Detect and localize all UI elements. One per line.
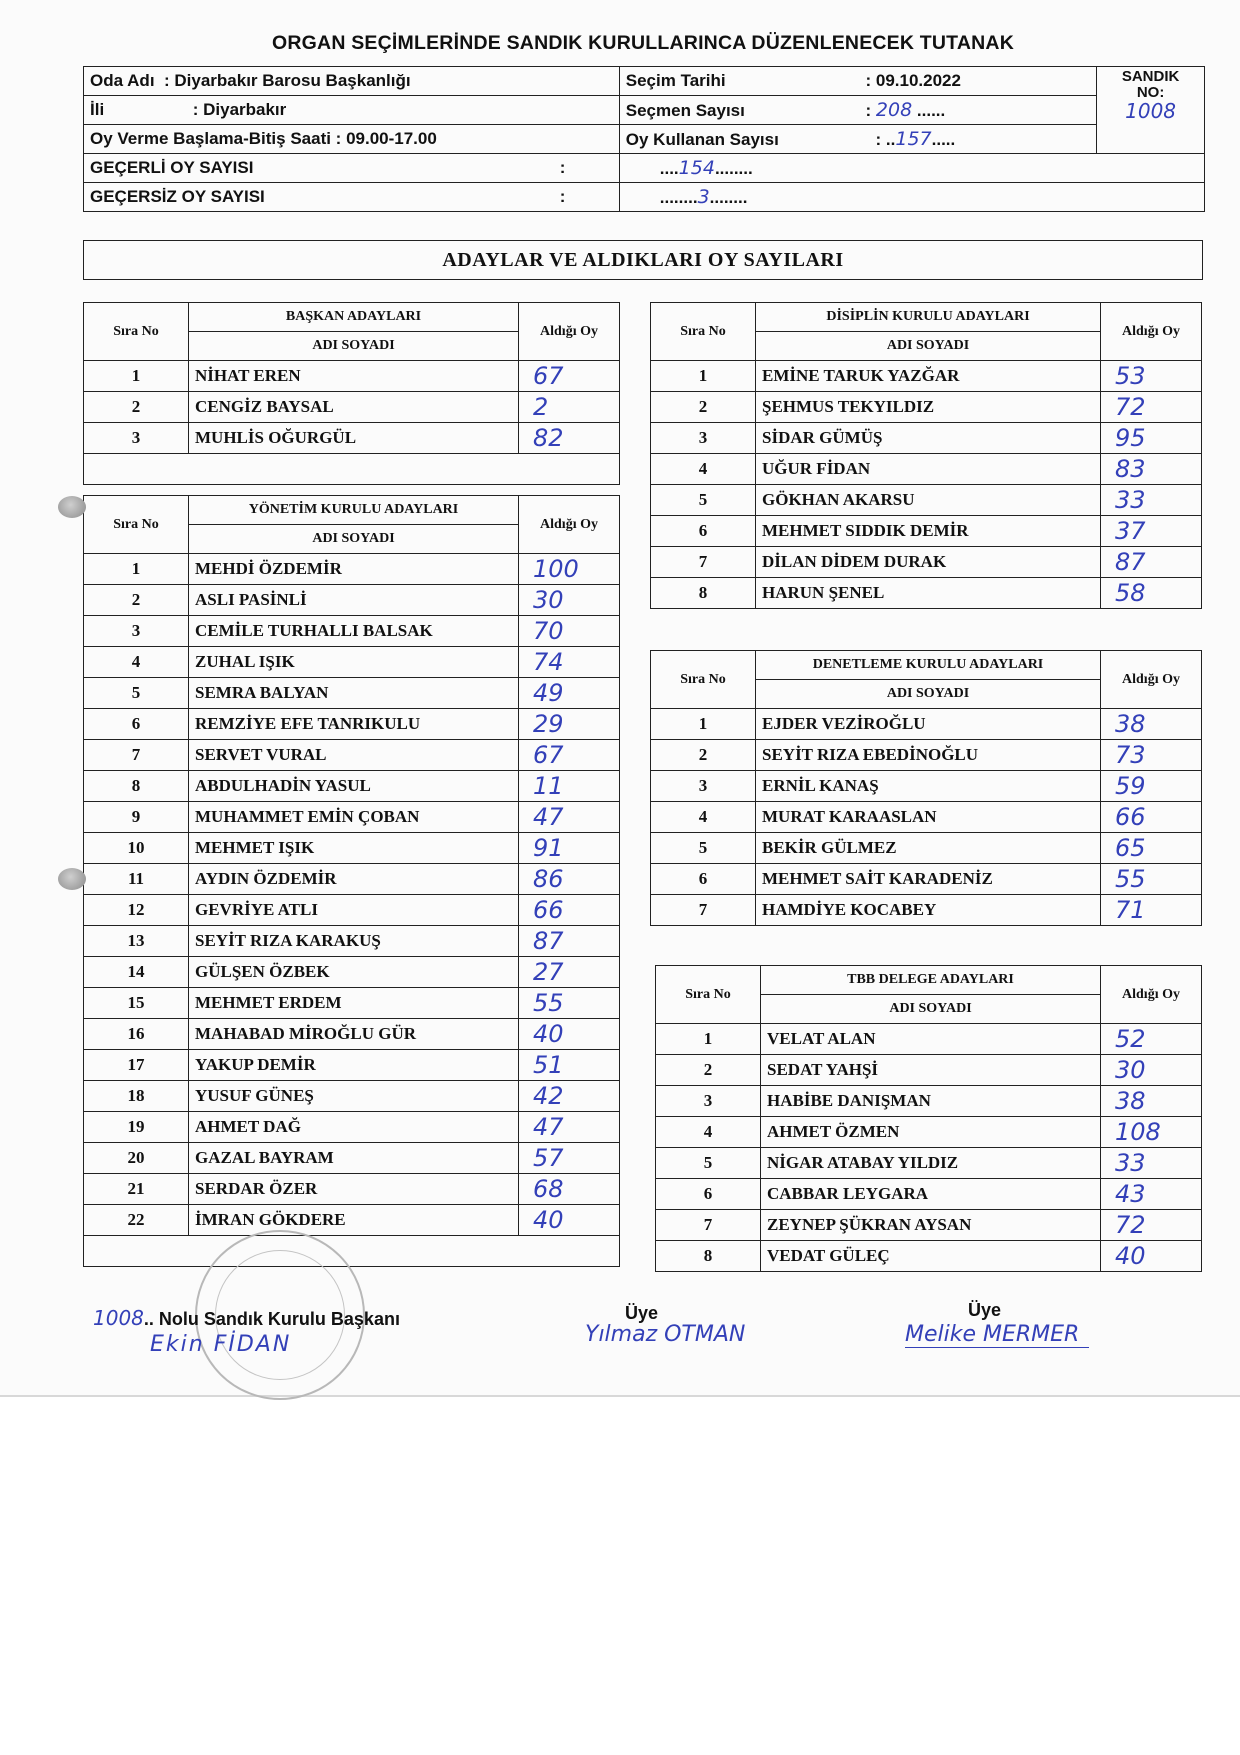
candidate-number: 13	[84, 926, 189, 957]
blank-row	[84, 454, 620, 485]
candidate-row	[84, 1112, 620, 1143]
candidate-row	[84, 361, 620, 392]
candidate-number: 3	[651, 771, 756, 802]
candidate-number: 18	[84, 1081, 189, 1112]
candidate-name: ASLI PASİNLİ	[189, 585, 519, 616]
candidate-number: 5	[84, 678, 189, 709]
candidate-votes: 30	[1101, 1055, 1202, 1086]
kullanan-dots-left: ..	[885, 130, 896, 149]
candidate-votes: 66	[519, 895, 620, 926]
candidate-votes: 87	[1101, 547, 1202, 578]
candidate-number: 7	[84, 740, 189, 771]
col-name: ADI SOYADI	[189, 525, 519, 554]
yonetim-table	[83, 495, 620, 1267]
punch-hole-bottom	[58, 868, 86, 890]
col-group-title: YÖNETİM KURULU ADAYLARI	[189, 496, 519, 525]
candidate-name: MEHMET SAİT KARADENİZ	[756, 864, 1101, 895]
chair-label-block	[93, 1306, 400, 1330]
candidate-votes: 86	[519, 864, 620, 895]
kullanan-value: 157	[895, 128, 932, 150]
candidate-name: MEHMET ERDEM	[189, 988, 519, 1019]
candidate-votes: 65	[1101, 833, 1202, 864]
candidate-name: ERNİL KANAŞ	[756, 771, 1101, 802]
candidate-votes: 55	[519, 988, 620, 1019]
candidate-number: 1	[651, 361, 756, 392]
candidate-votes: 58	[1101, 578, 1202, 609]
candidate-number: 6	[84, 709, 189, 740]
secim-tarihi-value: : 09.10.2022	[865, 71, 961, 90]
candidate-row	[84, 1081, 620, 1112]
candidate-votes: 70	[519, 616, 620, 647]
candidate-votes: 33	[1101, 1148, 1202, 1179]
candidate-votes: 100	[519, 554, 620, 585]
candidate-votes: 66	[1101, 802, 1202, 833]
candidate-name: SERVET VURAL	[189, 740, 519, 771]
col-group-title: DENETLEME KURULU ADAYLARI	[756, 651, 1101, 680]
chair-label: .. Nolu Sandık Kurulu Başkanı	[143, 1309, 400, 1329]
secmen-value: 208	[875, 99, 913, 121]
col-oy: Aldığı Oy	[519, 496, 620, 554]
candidate-name: AYDIN ÖZDEMİR	[189, 864, 519, 895]
candidate-row	[656, 1179, 1202, 1210]
candidate-row	[84, 771, 620, 802]
ili-label: İli	[90, 100, 105, 119]
gecerli-value: 154	[678, 157, 715, 179]
blank-cell	[84, 454, 620, 485]
candidate-row	[84, 423, 620, 454]
candidate-votes: 43	[1101, 1179, 1202, 1210]
candidate-votes: 42	[519, 1081, 620, 1112]
candidate-number: 2	[84, 585, 189, 616]
candidate-row	[84, 554, 620, 585]
candidate-number: 7	[651, 547, 756, 578]
member1-label: Üye	[625, 1303, 659, 1323]
candidate-name: MUHLİS OĞURGÜL	[189, 423, 519, 454]
candidate-number: 7	[651, 895, 756, 926]
kullanan-dots-right: .....	[931, 130, 956, 149]
candidate-row	[84, 957, 620, 988]
candidate-votes: 40	[519, 1019, 620, 1050]
chair-number: 1008	[93, 1306, 144, 1330]
candidate-number: 1	[84, 361, 189, 392]
ili-value: : Diyarbakır	[192, 100, 287, 119]
candidate-votes: 53	[1101, 361, 1202, 392]
candidate-row	[84, 1174, 620, 1205]
candidate-number: 3	[84, 423, 189, 454]
candidate-row	[656, 1117, 1202, 1148]
candidate-votes: 72	[1101, 1210, 1202, 1241]
candidate-name: VEDAT GÜLEÇ	[761, 1241, 1101, 1272]
col-name: ADI SOYADI	[756, 680, 1101, 709]
candidate-votes: 38	[1101, 709, 1202, 740]
chair-signature: Ekin FİDAN	[150, 1332, 292, 1357]
candidate-number: 4	[651, 454, 756, 485]
candidate-row	[651, 516, 1202, 547]
member2-signature: Melike MERMER	[905, 1322, 1089, 1348]
kullanan-cell	[619, 125, 1096, 154]
col-oy: Aldığı Oy	[1101, 966, 1202, 1024]
candidate-row	[651, 361, 1202, 392]
member1-signature: Yılmaz OTMAN	[585, 1322, 746, 1347]
candidate-number: 21	[84, 1174, 189, 1205]
sandik-no-label: NO:	[1136, 84, 1165, 101]
gecerli-cell	[84, 154, 620, 183]
candidate-row	[656, 1055, 1202, 1086]
candidate-votes: 30	[519, 585, 620, 616]
candidate-number: 11	[84, 864, 189, 895]
candidate-number: 10	[84, 833, 189, 864]
candidate-row	[656, 1148, 1202, 1179]
candidate-row	[651, 454, 1202, 485]
candidate-number: 12	[84, 895, 189, 926]
candidate-row	[84, 392, 620, 423]
candidate-votes: 33	[1101, 485, 1202, 516]
punch-hole-top	[58, 496, 86, 518]
col-sira: Sıra No	[656, 966, 761, 1024]
candidate-row	[656, 1086, 1202, 1117]
candidate-votes: 51	[519, 1050, 620, 1081]
candidate-name: GÖKHAN AKARSU	[756, 485, 1101, 516]
candidate-votes: 29	[519, 709, 620, 740]
kullanan-label: Oy Kullanan Sayısı	[625, 130, 779, 149]
candidate-row	[84, 988, 620, 1019]
candidate-name: YAKUP DEMİR	[189, 1050, 519, 1081]
document-title: ORGAN SEÇİMLERİNDE SANDIK KURULLARINCA DÜZENLENECEK TUTANAK	[272, 32, 1014, 54]
candidate-name: MEHMET IŞIK	[189, 833, 519, 864]
candidate-row	[84, 585, 620, 616]
candidate-name: CEMİLE TURHALLI BALSAK	[189, 616, 519, 647]
candidate-number: 14	[84, 957, 189, 988]
col-sira: Sıra No	[84, 303, 189, 361]
candidate-row	[84, 1050, 620, 1081]
candidate-name: AHMET DAĞ	[189, 1112, 519, 1143]
candidate-number: 5	[651, 833, 756, 864]
candidate-votes: 73	[1101, 740, 1202, 771]
candidate-number: 2	[651, 740, 756, 771]
secim-tarihi-cell	[619, 67, 1096, 96]
denetleme-table	[650, 650, 1202, 926]
candidate-name: SEYİT RIZA KARAKUŞ	[189, 926, 519, 957]
candidate-number: 6	[651, 516, 756, 547]
candidate-number: 6	[651, 864, 756, 895]
candidate-votes: 67	[519, 361, 620, 392]
candidate-number: 5	[651, 485, 756, 516]
candidate-name: BEKİR GÜLMEZ	[756, 833, 1101, 864]
sandik-cell	[1097, 67, 1205, 154]
candidate-number: 3	[656, 1086, 761, 1117]
ili-cell	[84, 96, 620, 125]
col-group-title: DİSİPLİN KURULU ADAYLARI	[756, 303, 1101, 332]
candidate-name: MAHABAD MİROĞLU GÜR	[189, 1019, 519, 1050]
candidate-row	[84, 802, 620, 833]
candidate-name: DİLAN DİDEM DURAK	[756, 547, 1101, 578]
candidate-name: AHMET ÖZMEN	[761, 1117, 1101, 1148]
candidate-number: 15	[84, 988, 189, 1019]
candidate-number: 22	[84, 1205, 189, 1236]
gecerli-dots-right: ........	[714, 159, 753, 178]
candidate-name: EMİNE TARUK YAZĞAR	[756, 361, 1101, 392]
candidate-votes: 108	[1101, 1117, 1202, 1148]
candidate-row	[84, 1019, 620, 1050]
member2-label: Üye	[968, 1300, 1002, 1320]
gecersiz-colon: :	[559, 187, 566, 206]
candidate-votes: 83	[1101, 454, 1202, 485]
col-oy: Aldığı Oy	[1101, 651, 1202, 709]
candidate-name: ABDULHADİN YASUL	[189, 771, 519, 802]
secmen-label: Seçmen Sayısı	[625, 101, 745, 120]
candidate-row	[651, 547, 1202, 578]
header-table	[83, 66, 1205, 212]
gecersiz-value: 3	[697, 186, 710, 208]
candidate-votes: 67	[519, 740, 620, 771]
candidate-name: HAMDİYE KOCABEY	[756, 895, 1101, 926]
gecersiz-dots-right: ........	[709, 188, 748, 207]
candidate-name: ZEYNEP ŞÜKRAN AYSAN	[761, 1210, 1101, 1241]
candidate-name: HABİBE DANIŞMAN	[761, 1086, 1101, 1117]
candidate-votes: 40	[519, 1205, 620, 1236]
candidate-number: 16	[84, 1019, 189, 1050]
candidate-number: 2	[656, 1055, 761, 1086]
gecersiz-value-cell	[619, 183, 1204, 212]
candidate-row	[656, 1241, 1202, 1272]
candidate-name: UĞUR FİDAN	[756, 454, 1101, 485]
candidate-name: CENGİZ BAYSAL	[189, 392, 519, 423]
candidate-name: NİGAR ATABAY YILDIZ	[761, 1148, 1101, 1179]
oda-cell	[84, 67, 620, 96]
candidate-name: SERDAR ÖZER	[189, 1174, 519, 1205]
candidate-row	[84, 709, 620, 740]
col-sira: Sıra No	[84, 496, 189, 554]
secmen-cell	[619, 96, 1096, 125]
secim-tarihi-label: Seçim Tarihi	[625, 71, 726, 90]
candidate-row	[84, 895, 620, 926]
candidate-row	[651, 802, 1202, 833]
gecerli-value-cell	[619, 154, 1204, 183]
candidate-number: 8	[656, 1241, 761, 1272]
candidate-number: 3	[651, 423, 756, 454]
candidate-row	[651, 485, 1202, 516]
candidate-name: YUSUF GÜNEŞ	[189, 1081, 519, 1112]
candidate-row	[656, 1024, 1202, 1055]
candidate-name: MEHMET SIDDIK DEMİR	[756, 516, 1101, 547]
secmen-dots: ......	[916, 101, 946, 120]
candidate-row	[84, 926, 620, 957]
candidate-row	[651, 740, 1202, 771]
candidate-name: EJDER VEZİROĞLU	[756, 709, 1101, 740]
candidate-name: REMZİYE EFE TANRIKULU	[189, 709, 519, 740]
candidate-votes: 49	[519, 678, 620, 709]
candidate-row	[656, 1210, 1202, 1241]
candidate-name: MUHAMMET EMİN ÇOBAN	[189, 802, 519, 833]
candidate-number: 8	[84, 771, 189, 802]
col-sira: Sıra No	[651, 651, 756, 709]
candidate-name: SEDAT YAHŞİ	[761, 1055, 1101, 1086]
candidate-votes: 82	[519, 423, 620, 454]
col-name: ADI SOYADI	[756, 332, 1101, 361]
candidate-votes: 68	[519, 1174, 620, 1205]
col-group-title: BAŞKAN ADAYLARI	[189, 303, 519, 332]
blank-row	[84, 1236, 620, 1267]
blank-cell	[84, 1236, 620, 1267]
candidate-name: İMRAN GÖKDERE	[189, 1205, 519, 1236]
candidate-number: 9	[84, 802, 189, 833]
candidate-votes: 91	[519, 833, 620, 864]
candidate-number: 4	[651, 802, 756, 833]
gecersiz-dots-left: ........	[659, 188, 698, 207]
candidate-name: MURAT KARAASLAN	[756, 802, 1101, 833]
col-name: ADI SOYADI	[761, 995, 1101, 1024]
candidate-name: NİHAT EREN	[189, 361, 519, 392]
candidate-name: SEMRA BALYAN	[189, 678, 519, 709]
col-sira: Sıra No	[651, 303, 756, 361]
candidate-name: HARUN ŞENEL	[756, 578, 1101, 609]
candidate-number: 2	[651, 392, 756, 423]
candidate-row	[84, 678, 620, 709]
candidate-number: 3	[84, 616, 189, 647]
sandik-label: SANDIK	[1121, 68, 1180, 85]
oda-value: : Diyarbakır Barosu Başkanlığı	[164, 71, 411, 90]
candidate-number: 6	[656, 1179, 761, 1210]
candidate-row	[651, 895, 1202, 926]
candidate-name: CABBAR LEYGARA	[761, 1179, 1101, 1210]
candidate-number: 20	[84, 1143, 189, 1174]
tbb-table	[655, 965, 1202, 1272]
candidate-votes: 52	[1101, 1024, 1202, 1055]
candidate-row	[84, 616, 620, 647]
col-name: ADI SOYADI	[189, 332, 519, 361]
candidate-votes: 27	[519, 957, 620, 988]
candidate-name: SİDAR GÜMÜŞ	[756, 423, 1101, 454]
secmen-prefix: :	[865, 101, 872, 120]
gecersiz-label: GEÇERSİZ OY SAYISI	[90, 187, 265, 206]
candidate-row	[84, 833, 620, 864]
candidate-number: 17	[84, 1050, 189, 1081]
candidate-row	[84, 864, 620, 895]
candidate-votes: 37	[1101, 516, 1202, 547]
gecerli-dots-left: ....	[659, 159, 679, 178]
candidate-number: 5	[656, 1148, 761, 1179]
candidate-votes: 11	[519, 771, 620, 802]
candidate-row	[651, 709, 1202, 740]
candidate-number: 19	[84, 1112, 189, 1143]
col-oy: Aldığı Oy	[1101, 303, 1202, 361]
candidate-votes: 74	[519, 647, 620, 678]
candidate-row	[651, 864, 1202, 895]
candidate-votes: 47	[519, 1112, 620, 1143]
candidate-number: 1	[651, 709, 756, 740]
candidate-row	[84, 1143, 620, 1174]
candidate-votes: 95	[1101, 423, 1202, 454]
candidate-name: GAZAL BAYRAM	[189, 1143, 519, 1174]
candidate-votes: 40	[1101, 1241, 1202, 1272]
oda-label: Oda Adı	[90, 71, 155, 90]
candidate-name: ZUHAL IŞIK	[189, 647, 519, 678]
sandik-no-value: 1008	[1125, 99, 1177, 123]
baskan-table	[83, 302, 620, 485]
gecersiz-cell	[84, 183, 620, 212]
candidate-name: GÜLŞEN ÖZBEK	[189, 957, 519, 988]
candidate-name: GEVRİYE ATLI	[189, 895, 519, 926]
candidate-votes: 55	[1101, 864, 1202, 895]
candidate-row	[651, 771, 1202, 802]
candidate-name: MEHDİ ÖZDEMİR	[189, 554, 519, 585]
candidate-number: 4	[656, 1117, 761, 1148]
section-title: ADAYLAR VE ALDIKLARI OY SAYILARI	[83, 240, 1203, 280]
candidate-name: ŞEHMUS TEKYILDIZ	[756, 392, 1101, 423]
candidate-votes: 57	[519, 1143, 620, 1174]
candidate-number: 1	[656, 1024, 761, 1055]
disiplin-table	[650, 302, 1202, 609]
candidate-votes: 72	[1101, 392, 1202, 423]
candidate-row	[84, 647, 620, 678]
candidate-votes: 71	[1101, 895, 1202, 926]
candidate-row	[651, 833, 1202, 864]
gecerli-label: GEÇERLİ OY SAYISI	[90, 158, 254, 177]
candidate-number: 4	[84, 647, 189, 678]
gecerli-colon: :	[559, 158, 566, 177]
candidate-row	[651, 423, 1202, 454]
candidate-row	[651, 392, 1202, 423]
candidate-votes: 87	[519, 926, 620, 957]
candidate-number: 7	[656, 1210, 761, 1241]
kullanan-prefix: :	[875, 130, 882, 149]
candidate-votes: 38	[1101, 1086, 1202, 1117]
col-oy: Aldığı Oy	[519, 303, 620, 361]
candidate-votes: 47	[519, 802, 620, 833]
col-group-title: TBB DELEGE ADAYLARI	[761, 966, 1101, 995]
saat-cell: Oy Verme Başlama-Bitiş Saati : 09.00-17.00	[84, 125, 620, 154]
candidate-row	[651, 578, 1202, 609]
candidate-votes: 2	[519, 392, 620, 423]
candidate-number: 1	[84, 554, 189, 585]
candidate-number: 8	[651, 578, 756, 609]
candidate-number: 2	[84, 392, 189, 423]
candidate-name: VELAT ALAN	[761, 1024, 1101, 1055]
candidate-votes: 59	[1101, 771, 1202, 802]
candidate-row	[84, 1205, 620, 1236]
candidate-row	[84, 740, 620, 771]
candidate-name: SEYİT RIZA EBEDİNOĞLU	[756, 740, 1101, 771]
